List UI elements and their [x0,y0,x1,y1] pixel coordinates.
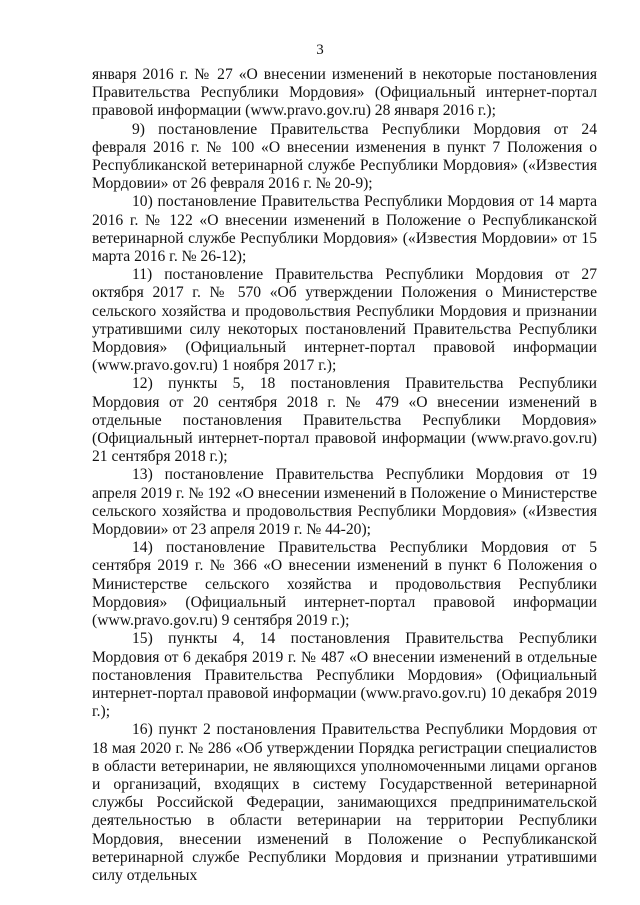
paragraph-continuation: января 2016 г. № 27 «О внесении изменений в некоторые постановления Правительства Республики Мордовия» (Официальный интернет-портал правовой информации (www.pravo.gov.ru) 28 января 2016 г.); [92,66,597,120]
list-item-15: 15) пункты 4, 14 постановления Правительства Республики Мордовия от 6 декабря 2019 г. № 487 «О внесении изменений в отдельные постановления Правительства Республики Мордовия» (Официальный интернет-портал правовой информации (www.pravo.gov.ru) 10 декабря 2019 г.); [92,630,597,721]
list-item-10: 10) постановление Правительства Республики Мордовия от 14 марта 2016 г. № 122 «О внесении изменений в Положение о Республиканской ветеринарной службе Республики Мордовия» («Известия Мордовии» от 15 марта 2016 г. № 26-12); [92,193,597,266]
list-item-11: 11) постановление Правительства Республики Мордовия от 27 октября 2017 г. № 570 «Об утверждении Положения о Министерстве сельского хозяйства и продовольствия Республики Мордовия и признании утратившими силу некоторых постановлений Правительства Республики Мордовия» (Официальный интернет-портал правовой информации (www.pravo.gov.ru) 1 ноября 2017 г.); [92,266,597,375]
list-item-13: 13) постановление Правительства Республики Мордовия от 19 апреля 2019 г. № 192 «О внесении изменений в Положение о Министерстве сельского хозяйства и продовольствия Республики Мордовия» («Известия Мордовии» от 23 апреля 2019 г. № 44-20); [92,466,597,539]
list-item-16: 16) пункт 2 постановления Правительства Республики Мордовия от 18 мая 2020 г. № 286 «Об утверждении Порядка регистрации специалистов в области ветеринарии, не являющихся уполномоченными лицами органов и организаций, входящих в систему Государственной ветеринарной службы Российской Федерации, занимающихся предпринимательской деятельностью в области ветеринарии на территории Республики Мордовия, внесении изменений в Положение о Республиканской ветеринарной службе Республики Мордовия и признании утратившими силу отдельных [92,721,597,884]
document-body [92,66,597,885]
list-item-14: 14) постановление Правительства Республики Мордовия от 5 сентября 2019 г. № 366 «О внесении изменений в пункт 6 Положения о Министерстве сельского хозяйства и продовольствия Республики Мордовия» (Официальный интернет-портал правовой информации (www.pravo.gov.ru) 9 сентября 2019 г.); [92,539,597,630]
list-item-9: 9) постановление Правительства Республики Мордовия от 24 февраля 2016 г. № 100 «О внесении изменения в пункт 7 Положения о Республиканской ветеринарной службе Республики Мордовия» («Известия Мордовии» от 26 февраля 2016 г. № 20-9); [92,120,597,193]
page-number: 3 [316,42,324,58]
list-item-12: 12) пункты 5, 18 постановления Правительства Республики Мордовия от 20 сентября 2018 г. № 479 «О внесении изменений в отдельные постановления Правительства Республики Мордовия» (Официальный интернет-портал правовой информации (www.pravo.gov.ru) 21 сентября 2018 г.); [92,375,597,466]
